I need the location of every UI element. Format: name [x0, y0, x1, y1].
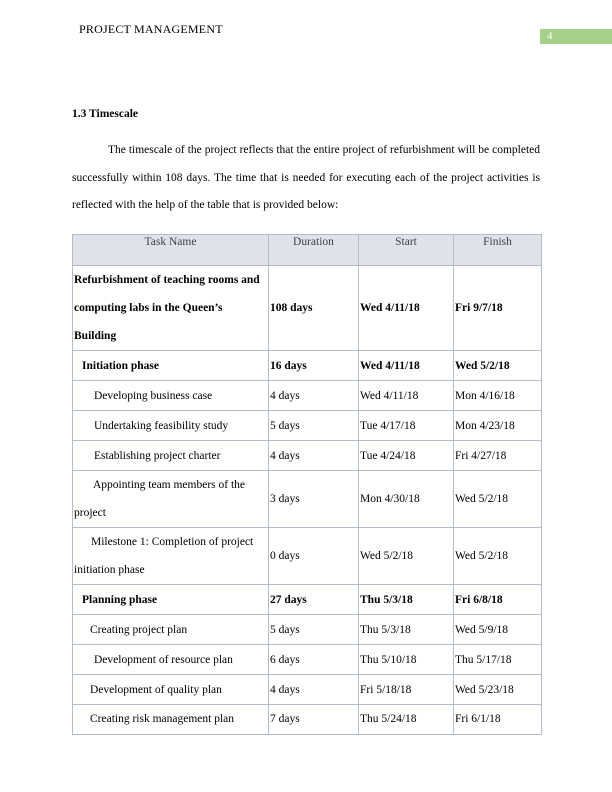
- duration: 4 days: [269, 381, 359, 411]
- finish-date: Fri 6/1/18: [454, 705, 542, 735]
- finish-date: Wed 5/23/18: [454, 675, 542, 705]
- task-name: Planning phase: [73, 585, 269, 615]
- section-heading: 1.3 Timescale: [72, 108, 139, 120]
- task-name: Development of resource plan: [73, 645, 269, 675]
- start-date: Wed 4/11/18: [359, 266, 454, 351]
- task-name: Milestone 1: Completion of project initiation phase: [73, 528, 269, 585]
- finish-date: Mon 4/23/18: [454, 411, 542, 441]
- table-row: [73, 675, 542, 705]
- table-row: [73, 705, 542, 735]
- start-date: Thu 5/10/18: [359, 645, 454, 675]
- table-row: [73, 381, 542, 411]
- finish-date: Fri 6/8/18: [454, 585, 542, 615]
- task-name: Appointing team members of the project: [73, 471, 269, 528]
- duration: 16 days: [269, 351, 359, 381]
- duration: 4 days: [269, 675, 359, 705]
- body-paragraph: The timescale of the project reflects that the entire project of refurbishment will be completed successfully within 108 days. The time that is needed for executing each of the project activities is reflected with the help of the table that is provided below:: [72, 144, 540, 211]
- duration: 27 days: [269, 585, 359, 615]
- table-row: [73, 266, 542, 351]
- table-row: [73, 351, 542, 381]
- duration: 5 days: [269, 411, 359, 441]
- task-name: Developing business case: [73, 381, 269, 411]
- finish-date: Mon 4/16/18: [454, 381, 542, 411]
- header-duration: Duration: [269, 235, 359, 266]
- task-name: Creating risk management plan: [73, 705, 269, 735]
- task-name: Initiation phase: [73, 351, 269, 381]
- table-row: [73, 471, 542, 528]
- finish-date: Wed 5/2/18: [454, 528, 542, 585]
- task-name: Creating project plan: [73, 615, 269, 645]
- start-date: Thu 5/24/18: [359, 705, 454, 735]
- table-row: [73, 645, 542, 675]
- table-row: [73, 411, 542, 441]
- table-header-row: [73, 235, 542, 266]
- table-row: [73, 615, 542, 645]
- finish-date: Wed 5/9/18: [454, 615, 542, 645]
- task-name: Establishing project charter: [73, 441, 269, 471]
- header-task-name: Task Name: [73, 235, 269, 266]
- table-row: [73, 441, 542, 471]
- finish-date: Fri 9/7/18: [454, 266, 542, 351]
- finish-date: Thu 5/17/18: [454, 645, 542, 675]
- timescale-table: [72, 234, 542, 735]
- header-finish: Finish: [454, 235, 542, 266]
- table-row: [73, 585, 542, 615]
- duration: 3 days: [269, 471, 359, 528]
- duration: 6 days: [269, 645, 359, 675]
- task-name: Refurbishment of teaching rooms and computing labs in the Queen’s Building: [73, 266, 269, 351]
- duration: 7 days: [269, 705, 359, 735]
- start-date: Wed 4/11/18: [359, 351, 454, 381]
- page-number-badge: 4: [540, 29, 612, 44]
- duration: 0 days: [269, 528, 359, 585]
- start-date: Tue 4/24/18: [359, 441, 454, 471]
- duration: 108 days: [269, 266, 359, 351]
- start-date: Tue 4/17/18: [359, 411, 454, 441]
- finish-date: Fri 4/27/18: [454, 441, 542, 471]
- start-date: Wed 5/2/18: [359, 528, 454, 585]
- task-name: Development of quality plan: [73, 675, 269, 705]
- table-row: [73, 528, 542, 585]
- duration: 5 days: [269, 615, 359, 645]
- duration: 4 days: [269, 441, 359, 471]
- start-date: Mon 4/30/18: [359, 471, 454, 528]
- running-header: PROJECT MANAGEMENT: [79, 22, 223, 36]
- finish-date: Wed 5/2/18: [454, 471, 542, 528]
- start-date: Wed 4/11/18: [359, 381, 454, 411]
- task-name: Undertaking feasibility study: [73, 411, 269, 441]
- finish-date: Wed 5/2/18: [454, 351, 542, 381]
- start-date: Thu 5/3/18: [359, 585, 454, 615]
- start-date: Thu 5/3/18: [359, 615, 454, 645]
- header-start: Start: [359, 235, 454, 266]
- start-date: Fri 5/18/18: [359, 675, 454, 705]
